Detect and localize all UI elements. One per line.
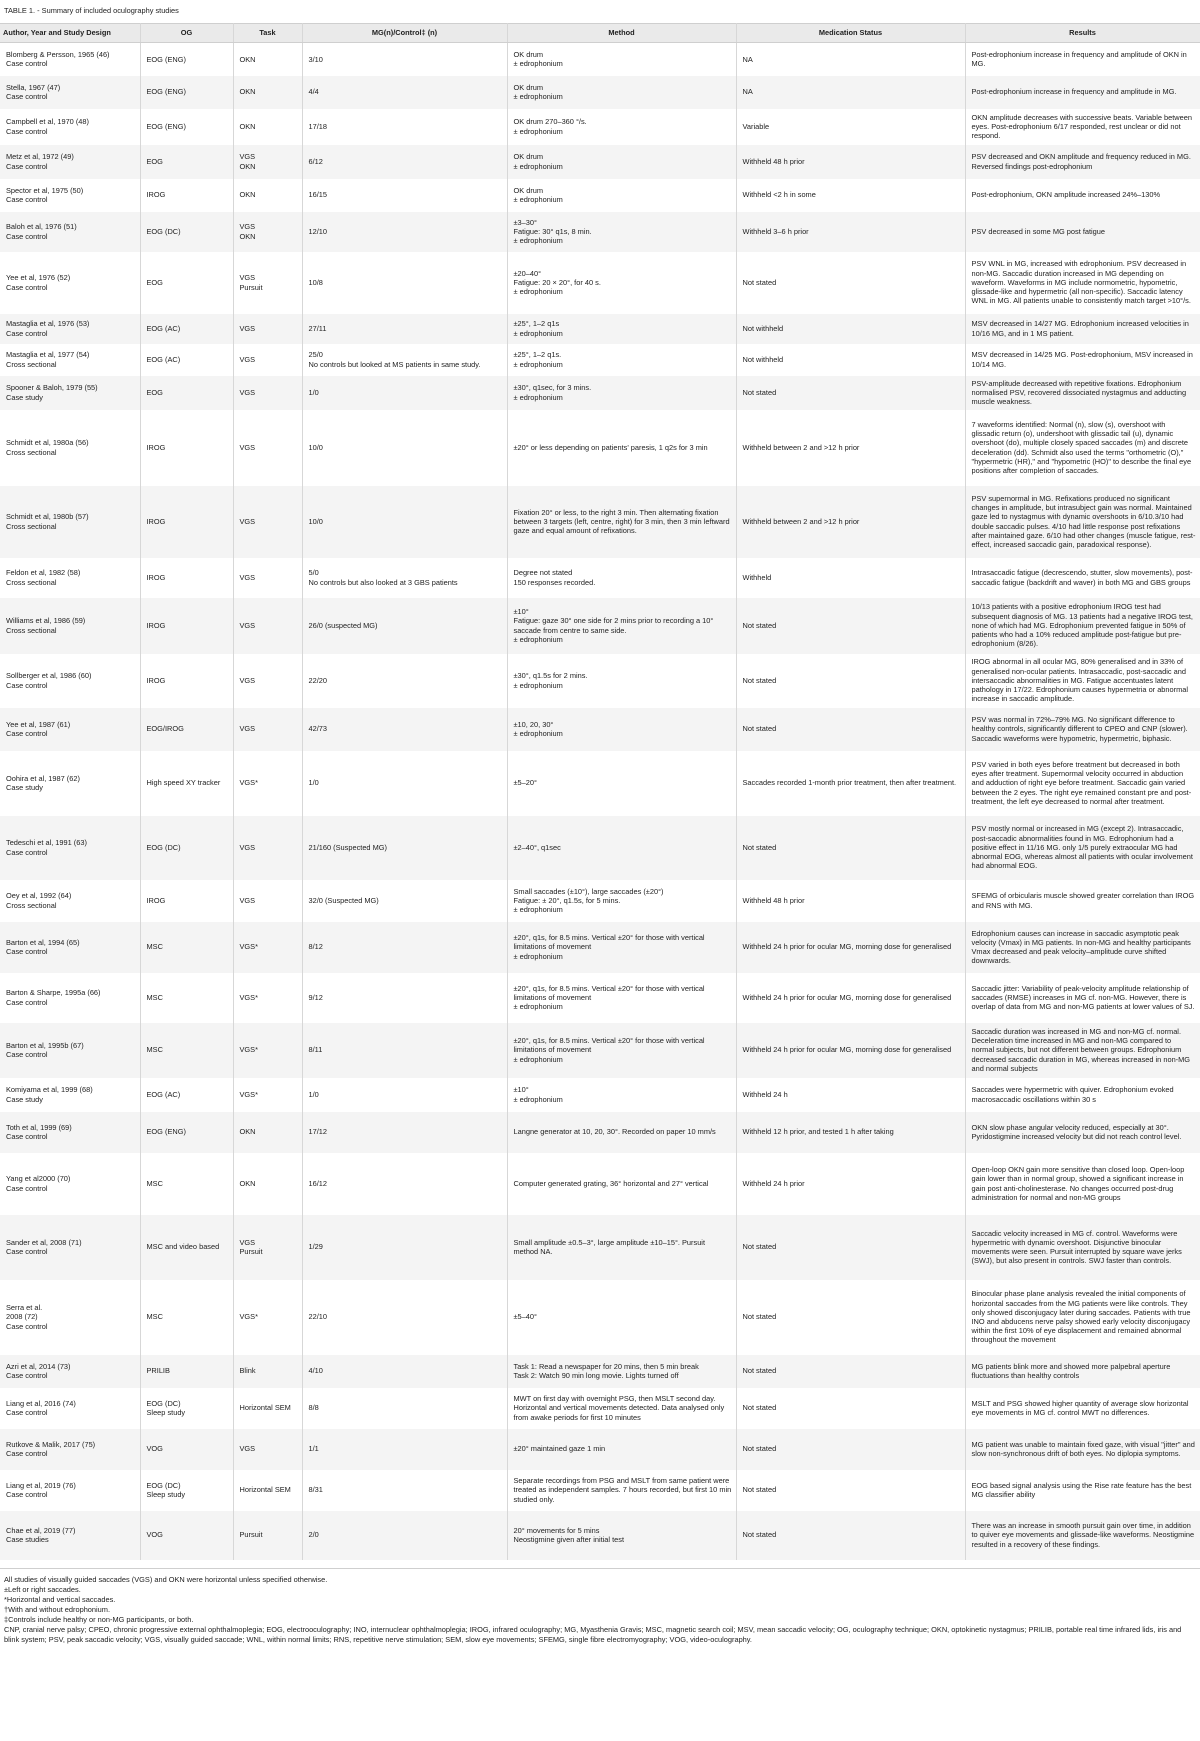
method-cell: ±20°, q1s, for 8.5 mins. Vertical ±20° for those with vertical limitations of movement ± edrophonium <box>507 1023 736 1078</box>
results-cell: IROG abnormal in all ocular MG, 80% generalised and in 33% of generalised non-ocular patients. Intrasaccadic, post-saccadic and intersaccadic abnormalities in MG. Fatigue accentuates latent pathology in 17/22. Edrophonium causes hypermetria or abnormal increase in saccadic amplitude. <box>965 654 1200 708</box>
results-cell: PSV mostly normal or increased in MG (except 2). Intrasaccadic, post-saccadic abnormalities found in MG. Edrophonium had a positive effect in 11/16 MG. only 1/5 purely extraocular MG had abnormal EOG, whereas almost all patients with ocular involvement had abnormal EOG. <box>965 816 1200 880</box>
og-cell: EOG (DC) <box>140 816 233 880</box>
mg-control-cell: 6/12 <box>302 145 507 179</box>
task-cell: VGS OKN <box>233 212 302 252</box>
method-cell: ±30°, q1.5s for 2 mins. ± edrophonium <box>507 654 736 708</box>
mg-control-cell: 26/0 (suspected MG) <box>302 598 507 654</box>
og-cell: EOG <box>140 376 233 410</box>
results-cell: EOG based signal analysis using the Rise rate feature has the best MG classifier ability <box>965 1470 1200 1511</box>
method-cell: ±20° maintained gaze 1 min <box>507 1429 736 1470</box>
author-cell: Feldon et al, 1982 (58) Cross sectional <box>0 558 140 598</box>
mg-control-cell: 10/0 <box>302 486 507 558</box>
og-cell: MSC <box>140 1153 233 1215</box>
medication-cell: Withheld 24 h <box>736 1078 965 1112</box>
mg-control-cell: 22/20 <box>302 654 507 708</box>
task-cell: VGS <box>233 344 302 376</box>
mg-control-cell: 22/10 <box>302 1280 507 1355</box>
footnote: ±Left or right saccades. <box>4 1584 81 1594</box>
author-cell: Spector et al, 1975 (50) Case control <box>0 179 140 212</box>
og-cell: MSC <box>140 1280 233 1355</box>
method-cell: ±20° or less depending on patients' paresis, 1 q2s for 3 min <box>507 410 736 486</box>
og-cell: EOG (AC) <box>140 344 233 376</box>
og-cell: EOG (DC) <box>140 212 233 252</box>
method-cell: Fixation 20° or less, to the right 3 min. Then alternating fixation between 3 targets (left, centre, right) for 3 min, then 3 min leftward gaze and equal amount of refixations. <box>507 486 736 558</box>
task-cell: VGS* <box>233 922 302 973</box>
og-cell: PRILIB <box>140 1355 233 1388</box>
author-cell: Spooner & Baloh, 1979 (55) Case study <box>0 376 140 410</box>
medication-cell: Not stated <box>736 1388 965 1429</box>
results-cell: Binocular phase plane analysis revealed the initial components of horizontal saccades from the MG patients were like controls. They only showed disconjugacy later during saccades. Patients with true INO and abducens nerve palsy showed early velocity disconjugacy within the first 10% of eye displacement and remained abnormal throughout the movement <box>965 1280 1200 1355</box>
mg-control-cell: 10/8 <box>302 252 507 314</box>
table-row <box>0 1153 1200 1215</box>
og-cell: IROG <box>140 179 233 212</box>
task-cell: OKN <box>233 43 302 76</box>
task-cell: VGS <box>233 816 302 880</box>
results-cell: Edrophonium causes can increase in saccadic asymptotic peak velocity (Vmax) in MG patients. In non-MG and healthy participants Vmax decreased and peak velocity–amplitude curve shifted downwards. <box>965 922 1200 973</box>
mg-control-cell: 2/0 <box>302 1511 507 1560</box>
method-cell: OK drum 270–360 °/s. ± edrophonium <box>507 109 736 145</box>
table-row <box>0 76 1200 109</box>
task-cell: VGS* <box>233 1023 302 1078</box>
table-row <box>0 179 1200 212</box>
og-cell: IROG <box>140 486 233 558</box>
method-cell: Computer generated grating, 36° horizontal and 27° vertical <box>507 1153 736 1215</box>
task-cell: OKN <box>233 76 302 109</box>
medication-cell: Variable <box>736 109 965 145</box>
header-medication-status: Medication Status <box>736 24 965 43</box>
author-cell: Yee et al, 1987 (61) Case control <box>0 708 140 751</box>
method-cell: ±30°, q1sec, for 3 mins. ± edrophonium <box>507 376 736 410</box>
mg-control-cell: 8/8 <box>302 1388 507 1429</box>
og-cell: VOG <box>140 1429 233 1470</box>
results-cell: PSV-amplitude decreased with repetitive fixations. Edrophonium normalised PSV, recovered dissociated nystagmus and adducting muscle weakness. <box>965 376 1200 410</box>
task-cell: OKN <box>233 1112 302 1153</box>
table-row <box>0 1511 1200 1560</box>
table-body <box>0 43 1200 1560</box>
author-cell: Baloh et al, 1976 (51) Case control <box>0 212 140 252</box>
og-cell: EOG (ENG) <box>140 76 233 109</box>
results-cell: Saccadic jitter: Variability of peak-velocity amplitude relationship of saccades (RMSE) increases in MG cf. non-MG. However, there is overlap of data from MG and non-MG patients at lower values of SJ. <box>965 973 1200 1023</box>
author-cell: Liang et al, 2019 (76) Case control <box>0 1470 140 1511</box>
method-cell: ±5–20° <box>507 751 736 816</box>
method-cell: OK drum ± edrophonium <box>507 43 736 76</box>
medication-cell: Not withheld <box>736 344 965 376</box>
medication-cell: Not stated <box>736 598 965 654</box>
mg-control-cell: 17/12 <box>302 1112 507 1153</box>
task-cell: VGS Pursuit <box>233 252 302 314</box>
author-cell: Sander et al, 2008 (71) Case control <box>0 1215 140 1280</box>
method-cell: OK drum ± edrophonium <box>507 76 736 109</box>
mg-control-cell: 8/31 <box>302 1470 507 1511</box>
header-task: Task <box>233 24 302 43</box>
mg-control-cell: 8/12 <box>302 922 507 973</box>
method-cell: ±3–30° Fatigue: 30° q1s, 8 min. ± edrophonium <box>507 212 736 252</box>
results-cell: OKN slow phase angular velocity reduced, especially at 30°. Pyridostigmine increased velocity but did not reach control level. <box>965 1112 1200 1153</box>
author-cell: Komiyama et al, 1999 (68) Case study <box>0 1078 140 1112</box>
medication-cell: Not withheld <box>736 314 965 344</box>
mg-control-cell: 12/10 <box>302 212 507 252</box>
medication-cell: Not stated <box>736 1215 965 1280</box>
mg-control-cell: 1/0 <box>302 1078 507 1112</box>
og-cell: MSC <box>140 922 233 973</box>
task-cell: VGS OKN <box>233 145 302 179</box>
table-row <box>0 1280 1200 1355</box>
author-cell: Azri et al, 2014 (73) Case control <box>0 1355 140 1388</box>
author-cell: Liang et al, 2016 (74) Case control <box>0 1388 140 1429</box>
medication-cell: Not stated <box>736 1280 965 1355</box>
og-cell: IROG <box>140 598 233 654</box>
table-row <box>0 410 1200 486</box>
table-header-row <box>0 24 1200 43</box>
mg-control-cell: 1/1 <box>302 1429 507 1470</box>
author-cell: Sollberger et al, 1986 (60) Case control <box>0 654 140 708</box>
table-row <box>0 654 1200 708</box>
results-cell: Post-edrophonium, OKN amplitude increased 24%–130% <box>965 179 1200 212</box>
results-cell: 10/13 patients with a positive edrophonium IROG test had subsequent diagnosis of MG. 13 patients had a negative IROG test, none of which had MG. Edrophonium prevented fatigue in 50% of patients who had a 10% reduced amplitude post-fatigue but pre-edrophonium (8/26). <box>965 598 1200 654</box>
mg-control-cell: 1/0 <box>302 751 507 816</box>
method-cell: ±5–40° <box>507 1280 736 1355</box>
mg-control-cell: 42/73 <box>302 708 507 751</box>
author-cell: Blomberg & Persson, 1965 (46) Case control <box>0 43 140 76</box>
header-method: Method <box>507 24 736 43</box>
author-cell: Schmidt et al, 1980a (56) Cross sectional <box>0 410 140 486</box>
oculography-studies-table <box>0 23 1200 1560</box>
author-cell: Metz et al, 1972 (49) Case control <box>0 145 140 179</box>
task-cell: VGS <box>233 486 302 558</box>
method-cell: 20° movements for 5 mins Neostigmine given after initial test <box>507 1511 736 1560</box>
medication-cell: Withheld <2 h in some <box>736 179 965 212</box>
medication-cell: Not stated <box>736 1511 965 1560</box>
og-cell: IROG <box>140 654 233 708</box>
mg-control-cell: 5/0 No controls but also looked at 3 GBS patients <box>302 558 507 598</box>
method-cell: Separate recordings from PSG and MSLT from same patient were treated as independent samples. 7 hours recorded, but first 10 min studied only. <box>507 1470 736 1511</box>
method-cell: ±25°, 1–2 q1s. ± edrophonium <box>507 344 736 376</box>
og-cell: EOG (ENG) <box>140 109 233 145</box>
author-cell: Barton & Sharpe, 1995a (66) Case control <box>0 973 140 1023</box>
medication-cell: Withheld between 2 and >12 h prior <box>736 410 965 486</box>
table-row <box>0 1355 1200 1388</box>
footnote: †With and without edrophonium. <box>4 1604 110 1614</box>
results-cell: Saccadic duration was increased in MG and non-MG cf. normal. Deceleration time increased in MG and non-MG compared to normal subjects, but not different between groups. Edrophonium decreased saccadic duration in MG, whereas increased in non-MG and normal subjects <box>965 1023 1200 1078</box>
mg-control-cell: 16/12 <box>302 1153 507 1215</box>
results-cell: PSV supernormal in MG. Refixations produced no significant changes in amplitude, but intrasubject gain was normal. Maintained gaze led to nystagmus with dynamic overshoots in 6/10.3/10 had double saccadic pulses. 4/10 had little response post refixations after maintained gaze. 6/10 had other changes (muscle fatigue, rest-effect, increased saccadic gain, paradoxical response). <box>965 486 1200 558</box>
table-row <box>0 816 1200 880</box>
task-cell: VGS* <box>233 1078 302 1112</box>
table-row <box>0 486 1200 558</box>
medication-cell: Saccades recorded 1-month prior treatment, then after treatment. <box>736 751 965 816</box>
results-cell: MSLT and PSG showed higher quantity of average slow horizontal eye movements in MG cf. control MWT no differences. <box>965 1388 1200 1429</box>
og-cell: MSC <box>140 1023 233 1078</box>
table-row <box>0 1215 1200 1280</box>
footnote: ‡Controls include healthy or non-MG participants, or both. <box>4 1614 194 1624</box>
medication-cell: Not stated <box>736 1470 965 1511</box>
results-cell: PSV decreased in some MG post fatigue <box>965 212 1200 252</box>
table-row <box>0 1470 1200 1511</box>
author-cell: Toth et al, 1999 (69) Case control <box>0 1112 140 1153</box>
table-row <box>0 344 1200 376</box>
footnote: All studies of visually guided saccades (VGS) and OKN were horizontal unless specified otherwise. <box>4 1574 328 1584</box>
mg-control-cell: 25/0 No controls but looked at MS patients in same study. <box>302 344 507 376</box>
table-row <box>0 751 1200 816</box>
medication-cell: Not stated <box>736 654 965 708</box>
author-cell: Oohira et al, 1987 (62) Case study <box>0 751 140 816</box>
task-cell: VGS <box>233 314 302 344</box>
author-cell: Campbell et al, 1970 (48) Case control <box>0 109 140 145</box>
author-cell: Mastaglia et al, 1977 (54) Cross sectional <box>0 344 140 376</box>
results-cell: SFEMG of orbicularis muscle showed greater correlation than IROG and RNS with MG. <box>965 880 1200 922</box>
method-cell: ±10° Fatigue: gaze 30° one side for 2 mins prior to recording a 10° saccade from centre to same side. ± edrophonium <box>507 598 736 654</box>
author-cell: Mastaglia et al, 1976 (53) Case control <box>0 314 140 344</box>
method-cell: Task 1: Read a newspaper for 20 mins, then 5 min break Task 2: Watch 90 min long movie. Lights turned off <box>507 1355 736 1388</box>
table-row <box>0 1112 1200 1153</box>
method-cell: MWT on first day with overnight PSG, then MSLT second day. Horizontal and vertical movements detected. Data analysed only from awake periods for first 10 minutes <box>507 1388 736 1429</box>
mg-control-cell: 10/0 <box>302 410 507 486</box>
medication-cell: Withheld 24 h prior for ocular MG, morning dose for generalised <box>736 922 965 973</box>
author-cell: Rutkove & Malik, 2017 (75) Case control <box>0 1429 140 1470</box>
method-cell: ±10, 20, 30° ± edrophonium <box>507 708 736 751</box>
medication-cell: Withheld 24 h prior for ocular MG, morning dose for generalised <box>736 1023 965 1078</box>
task-cell: VGS <box>233 880 302 922</box>
results-cell: OKN amplitude decreases with successive beats. Variable between eyes. Post-edrophonium 6/17 responded, rest unclear or did not respond. <box>965 109 1200 145</box>
author-cell: Oey et al, 1992 (64) Cross sectional <box>0 880 140 922</box>
medication-cell: Not stated <box>736 376 965 410</box>
medication-cell: Withheld 24 h prior <box>736 1153 965 1215</box>
og-cell: EOG/IROG <box>140 708 233 751</box>
results-cell: MSV decreased in 14/27 MG. Edrophonium increased velocities in 10/16 MG, and in 1 MS patient. <box>965 314 1200 344</box>
og-cell: EOG (DC) Sleep study <box>140 1470 233 1511</box>
medication-cell: Withheld 48 h prior <box>736 880 965 922</box>
medication-cell: Not stated <box>736 708 965 751</box>
method-cell: ±20°, q1s, for 8.5 mins. Vertical ±20° for those with vertical limitations of movement ± edrophonium <box>507 973 736 1023</box>
author-cell: Barton et al, 1994 (65) Case control <box>0 922 140 973</box>
results-cell: MG patient was unable to maintain fixed gaze, with visual "jitter" and slow non-synchronous drift of both eyes. No diplopia symptoms. <box>965 1429 1200 1470</box>
method-cell: Small amplitude ±0.5–3°, large amplitude ±10–15°. Pursuit method NA. <box>507 1215 736 1280</box>
task-cell: OKN <box>233 179 302 212</box>
og-cell: EOG (DC) Sleep study <box>140 1388 233 1429</box>
mg-control-cell: 9/12 <box>302 973 507 1023</box>
mg-control-cell: 17/18 <box>302 109 507 145</box>
header-og: OG <box>140 24 233 43</box>
footnote: *Horizontal and vertical saccades. <box>4 1594 116 1604</box>
table-row <box>0 973 1200 1023</box>
results-cell: MG patients blink more and showed more palpebral aperture fluctuations than healthy controls <box>965 1355 1200 1388</box>
og-cell: EOG <box>140 252 233 314</box>
results-cell: 7 waveforms identified: Normal (n), slow (s), overshoot with glissadic return (o), undershoot with glissadic tail (u), dynamic overshoot (do), multiple closely spaced saccades (m) and discrete deceleration (dd). Schmidt also used the terms "orthometric (O)," "hypermetric (HR)," and "hypometric (HO)" to describe the final eye positions after completion of saccades. <box>965 410 1200 486</box>
table-row <box>0 880 1200 922</box>
results-cell: There was an increase in smooth pursuit gain over time, in addition to quiver eye movements and glissade-like waveforms. Neostigmine resulted in a recovery of these findings. <box>965 1511 1200 1560</box>
mg-control-cell: 1/0 <box>302 376 507 410</box>
task-cell: Horizontal SEM <box>233 1470 302 1511</box>
medication-cell: Withheld 48 h prior <box>736 145 965 179</box>
og-cell: MSC <box>140 973 233 1023</box>
medication-cell: Withheld 24 h prior for ocular MG, morning dose for generalised <box>736 973 965 1023</box>
header-mg-control: MG(n)/Control‡ (n) <box>302 24 507 43</box>
task-cell: VGS <box>233 410 302 486</box>
author-cell: Chae et al, 2019 (77) Case studies <box>0 1511 140 1560</box>
task-cell: VGS* <box>233 751 302 816</box>
mg-control-cell: 32/0 (Suspected MG) <box>302 880 507 922</box>
task-cell: VGS* <box>233 1280 302 1355</box>
table-row <box>0 314 1200 344</box>
og-cell: IROG <box>140 410 233 486</box>
table-row <box>0 1388 1200 1429</box>
table-row <box>0 252 1200 314</box>
mg-control-cell: 4/4 <box>302 76 507 109</box>
task-cell: VGS <box>233 598 302 654</box>
results-cell: Post-edrophonium increase in frequency and amplitude of OKN in MG. <box>965 43 1200 76</box>
author-cell: Barton et al, 1995b (67) Case control <box>0 1023 140 1078</box>
table-row <box>0 212 1200 252</box>
mg-control-cell: 1/29 <box>302 1215 507 1280</box>
results-cell: Post-edrophonium increase in frequency and amplitude in MG. <box>965 76 1200 109</box>
og-cell: EOG (ENG) <box>140 1112 233 1153</box>
og-cell: EOG (AC) <box>140 1078 233 1112</box>
results-cell: PSV varied in both eyes before treatment but decreased in both eyes after treatment. Supernormal velocity occurred in abduction and adduction of right eye before treatment. Saccadic gain varied between the 2 eyes. The right eye remained constant pre and post-treatment, the left eye decreased to normal after treatment. <box>965 751 1200 816</box>
table-row <box>0 109 1200 145</box>
table-caption: TABLE 1. - Summary of included oculography studies <box>4 6 179 15</box>
task-cell: Horizontal SEM <box>233 1388 302 1429</box>
task-cell: VGS <box>233 654 302 708</box>
results-cell: MSV decreased in 14/25 MG. Post-edrophonium, MSV increased in 10/14 MG. <box>965 344 1200 376</box>
results-cell: Open-loop OKN gain more sensitive than closed loop. Open-loop gain lower than in normal group, showed a significant increase in gain post anti-cholinesterase. No changes occurred post-drug administration for normal and non-MG groups <box>965 1153 1200 1215</box>
method-cell: ±10° ± edrophonium <box>507 1078 736 1112</box>
mg-control-cell: 8/11 <box>302 1023 507 1078</box>
mg-control-cell: 21/160 (Suspected MG) <box>302 816 507 880</box>
author-cell: Yee et al, 1976 (52) Case control <box>0 252 140 314</box>
method-cell: ±20–40° Fatigue: 20 × 20°, for 40 s. ± edrophonium <box>507 252 736 314</box>
footnote: CNP, cranial nerve palsy; CPEO, chronic progressive external ophthalmoplegia; EOG, electrooculography; INO, internuclear ophthalmoplegia; IROG, infrared oculography; MG, Myasthenia Gravis; MSC, magnetic search coil; MSV, mean saccadic velocity; OG, oculography technique; OKN, optokinetic nystagmus; PRILIB, portable real time infrared lids, iris and blink system; PSV, peak saccadic velocity; VGS, visually guided saccade; WNL, within normal limits; RNS, repetitive nerve stimulation; SEM, slow eye movements; SFEMG, single fibre electromyography; VOG, video-oculography. <box>4 1624 1182 1644</box>
table-footnotes <box>0 1568 1200 1645</box>
table-row <box>0 598 1200 654</box>
table-row <box>0 922 1200 973</box>
task-cell: VGS <box>233 1429 302 1470</box>
table-row <box>0 558 1200 598</box>
method-cell: OK drum ± edrophonium <box>507 179 736 212</box>
medication-cell: Not stated <box>736 1429 965 1470</box>
method-cell: ±20°, q1s, for 8.5 mins. Vertical ±20° for those with vertical limitations of movement ± edrophonium <box>507 922 736 973</box>
og-cell: EOG (ENG) <box>140 43 233 76</box>
og-cell: EOG <box>140 145 233 179</box>
og-cell: EOG (AC) <box>140 314 233 344</box>
task-cell: VGS* <box>233 973 302 1023</box>
mg-control-cell: 4/10 <box>302 1355 507 1388</box>
medication-cell: Not stated <box>736 1355 965 1388</box>
table-row <box>0 1429 1200 1470</box>
results-cell: Saccades were hypermetric with quiver. Edrophonium evoked macrosaccadic oscillations within 30 s <box>965 1078 1200 1112</box>
table-row <box>0 1078 1200 1112</box>
og-cell: IROG <box>140 880 233 922</box>
method-cell: OK drum ± edrophonium <box>507 145 736 179</box>
author-cell: Williams et al, 1986 (59) Cross sectional <box>0 598 140 654</box>
header-author: Author, Year and Study Design <box>0 24 140 43</box>
table-row <box>0 1023 1200 1078</box>
author-cell: Serra et al. 2008 (72) Case control <box>0 1280 140 1355</box>
medication-cell: NA <box>736 76 965 109</box>
author-cell: Schmidt et al, 1980b (57) Cross sectional <box>0 486 140 558</box>
results-cell: PSV was normal in 72%–79% MG. No significant difference to healthy controls, significantly different to CPEO and CNP (slower). Saccadic waveforms were hypometric, hypermetric, biphasic. <box>965 708 1200 751</box>
task-cell: OKN <box>233 109 302 145</box>
method-cell: Degree not stated 150 responses recorded. <box>507 558 736 598</box>
results-cell: Intrasaccadic fatigue (decrescendo, stutter, slow movements), post-saccadic fatigue (backdrift and waver) in both MG and GBS groups <box>965 558 1200 598</box>
results-cell: PSV WNL in MG, increased with edrophonium. PSV decreased in non-MG. Saccadic duration increased in MG depending on waveform. Waveforms in MG include normometric, hypometric, glissade-like and hypermetric (all non-specific). Saccadic latency WNL in MG. All patients unable to consistently match target >10°/s. <box>965 252 1200 314</box>
task-cell: Blink <box>233 1355 302 1388</box>
header-results: Results <box>965 24 1200 43</box>
mg-control-cell: 27/11 <box>302 314 507 344</box>
method-cell: ±2–40°, q1sec <box>507 816 736 880</box>
medication-cell: Withheld 3–6 h prior <box>736 212 965 252</box>
task-cell: VGS <box>233 376 302 410</box>
medication-cell: Not stated <box>736 816 965 880</box>
author-cell: Stella, 1967 (47) Case control <box>0 76 140 109</box>
results-cell: PSV decreased and OKN amplitude and frequency reduced in MG. Reversed findings post-edrophonium <box>965 145 1200 179</box>
og-cell: VOG <box>140 1511 233 1560</box>
og-cell: IROG <box>140 558 233 598</box>
medication-cell: Withheld between 2 and >12 h prior <box>736 486 965 558</box>
mg-control-cell: 3/10 <box>302 43 507 76</box>
task-cell: VGS <box>233 708 302 751</box>
method-cell: Langne generator at 10, 20, 30°. Recorded on paper 10 mm/s <box>507 1112 736 1153</box>
task-cell: VGS Pursuit <box>233 1215 302 1280</box>
table-row <box>0 145 1200 179</box>
author-cell: Tedeschi et al, 1991 (63) Case control <box>0 816 140 880</box>
mg-control-cell: 16/15 <box>302 179 507 212</box>
medication-cell: NA <box>736 43 965 76</box>
method-cell: Small saccades (±10°), large saccades (±20°) Fatigue: ± 20°, q1.5s, for 5 mins. ± edrophonium <box>507 880 736 922</box>
task-cell: OKN <box>233 1153 302 1215</box>
table-row <box>0 43 1200 76</box>
table-row <box>0 376 1200 410</box>
medication-cell: Withheld <box>736 558 965 598</box>
method-cell: ±25°, 1–2 q1s ± edrophonium <box>507 314 736 344</box>
medication-cell: Withheld 12 h prior, and tested 1 h after taking <box>736 1112 965 1153</box>
og-cell: High speed XY tracker <box>140 751 233 816</box>
task-cell: Pursuit <box>233 1511 302 1560</box>
task-cell: VGS <box>233 558 302 598</box>
og-cell: MSC and video based <box>140 1215 233 1280</box>
author-cell: Yang et al2000 (70) Case control <box>0 1153 140 1215</box>
medication-cell: Not stated <box>736 252 965 314</box>
table-row <box>0 708 1200 751</box>
results-cell: Saccadic velocity increased in MG cf. control. Waveforms were hypermetric with dynamic overshoot. Disjunctive binocular movements were seen. Pursuit interrupted by square wave jerks (SWJ), but also present in controls. SWJ faster than controls. <box>965 1215 1200 1280</box>
